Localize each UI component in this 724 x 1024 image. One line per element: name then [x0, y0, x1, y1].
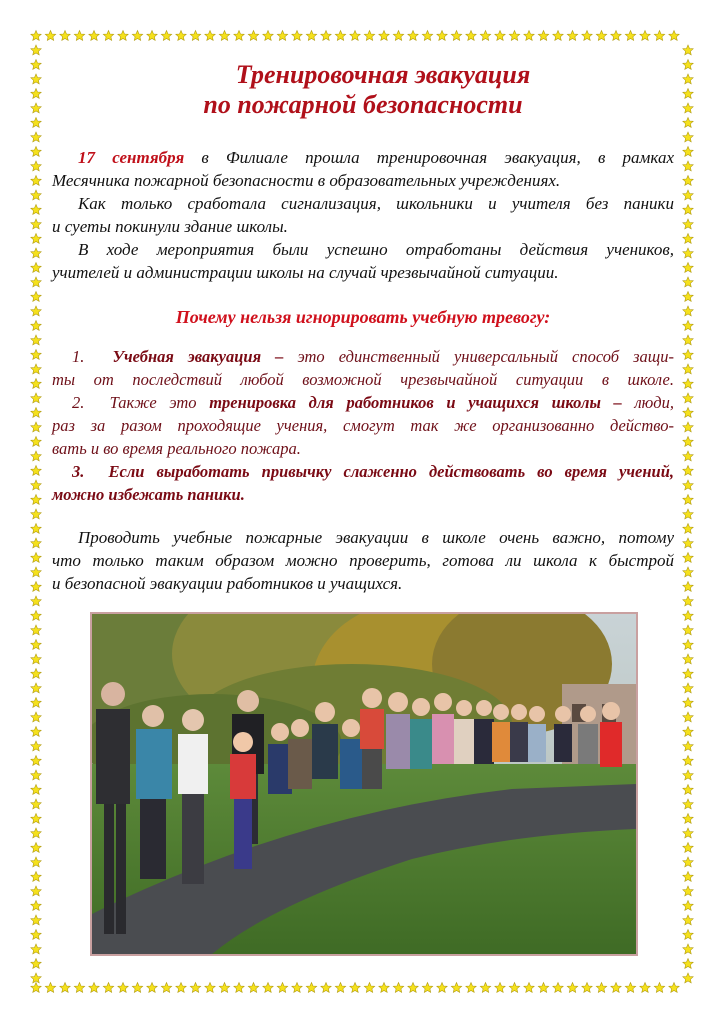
star-icon: [31, 118, 41, 128]
star-icon: [176, 983, 186, 993]
star-icon: [683, 596, 693, 606]
star-icon: [248, 31, 258, 41]
star-icon: [31, 451, 41, 461]
star-icon: [31, 364, 41, 374]
star-icon: [379, 983, 389, 993]
star-icon: [683, 306, 693, 316]
section-heading: Почему нельзя игнорировать учебную тревогу:: [175, 307, 551, 327]
star-icon: [31, 190, 41, 200]
star-icon: [683, 176, 693, 186]
star-icon: [219, 31, 229, 41]
page-title-line2: по пожарной безопасности: [203, 90, 523, 119]
star-icon: [31, 277, 41, 287]
star-icon: [683, 886, 693, 896]
star-icon: [669, 983, 679, 993]
star-icon: [31, 770, 41, 780]
star-icon: [437, 983, 447, 993]
star-icon: [31, 683, 41, 693]
star-icon: [31, 103, 41, 113]
star-icon: [31, 466, 41, 476]
star-icon: [683, 973, 693, 983]
star-icon: [683, 741, 693, 751]
star-icon: [625, 31, 635, 41]
star-icon: [31, 263, 41, 273]
star-icon: [31, 669, 41, 679]
star-icon: [60, 31, 70, 41]
star-icon: [31, 219, 41, 229]
star-icon: [31, 640, 41, 650]
star-icon: [31, 292, 41, 302]
star-icon: [567, 983, 577, 993]
star-icon: [31, 31, 41, 41]
star-icon: [31, 509, 41, 519]
star-icon: [683, 45, 693, 55]
star-icon: [31, 983, 41, 993]
star-icon: [683, 292, 693, 302]
star-icon: [451, 31, 461, 41]
star-icon: [683, 466, 693, 476]
star-icon: [683, 538, 693, 548]
star-icon: [350, 983, 360, 993]
star-icon: [466, 983, 476, 993]
star-icon: [31, 611, 41, 621]
star-icon: [683, 234, 693, 244]
star-icon: [31, 712, 41, 722]
star-icon: [31, 567, 41, 577]
star-icon: [683, 872, 693, 882]
star-icon: [683, 901, 693, 911]
star-icon: [466, 31, 476, 41]
star-icon: [683, 683, 693, 693]
star-icon: [683, 147, 693, 157]
star-icon: [654, 983, 664, 993]
star-icon: [321, 983, 331, 993]
star-icon: [683, 625, 693, 635]
star-icon: [31, 60, 41, 70]
star-icon: [31, 654, 41, 664]
star-icon: [31, 74, 41, 84]
star-icon: [31, 350, 41, 360]
star-icon: [683, 857, 693, 867]
star-icon: [31, 828, 41, 838]
star-icon: [596, 31, 606, 41]
star-icon: [31, 205, 41, 215]
star-icon: [118, 983, 128, 993]
star-icon: [60, 983, 70, 993]
star-icon: [524, 983, 534, 993]
star-icon: [683, 219, 693, 229]
star-icon: [234, 983, 244, 993]
star-icon: [31, 248, 41, 258]
star-icon: [31, 89, 41, 99]
photo-evacuation-drill-icon: [92, 614, 636, 954]
star-icon: [683, 669, 693, 679]
evacuation-photo: [90, 612, 638, 956]
list-item: 1. Учебная эвакуация – это единственный универсальный способ защи-: [72, 347, 674, 366]
list-item: 2. Также это тренировка для работников и учащихся школы – люди,: [72, 393, 674, 412]
star-icon: [683, 959, 693, 969]
star-icon: [611, 983, 621, 993]
star-icon: [480, 31, 490, 41]
star-icon: [654, 31, 664, 41]
star-icon: [393, 983, 403, 993]
star-icon: [683, 408, 693, 418]
star-icon: [408, 983, 418, 993]
star-icon: [205, 31, 215, 41]
star-icon: [451, 983, 461, 993]
page-title-line1: Тренировочная эвакуация: [235, 60, 531, 89]
star-icon: [683, 480, 693, 490]
star-icon: [683, 422, 693, 432]
star-icon: [625, 983, 635, 993]
star-icon: [147, 31, 157, 41]
star-icon: [31, 756, 41, 766]
star-icon: [132, 983, 142, 993]
star-icon: [118, 31, 128, 41]
star-icon: [422, 31, 432, 41]
star-icon: [31, 625, 41, 635]
star-icon: [408, 31, 418, 41]
star-icon: [89, 31, 99, 41]
star-icon: [683, 335, 693, 345]
star-icon: [364, 983, 374, 993]
list-item: 3. Если выработать привычку слаженно действовать во время учений,: [72, 462, 675, 481]
star-icon: [683, 132, 693, 142]
star-icon: [31, 538, 41, 548]
star-icon: [335, 983, 345, 993]
star-icon: [683, 524, 693, 534]
star-icon: [379, 31, 389, 41]
star-icon: [31, 161, 41, 171]
star-icon: [31, 437, 41, 447]
star-icon: [683, 799, 693, 809]
star-icon: [31, 901, 41, 911]
star-icon: [31, 393, 41, 403]
star-icon: [683, 567, 693, 577]
star-icon: [611, 31, 621, 41]
star-icon: [277, 983, 287, 993]
star-icon: [683, 553, 693, 563]
star-icon: [31, 930, 41, 940]
star-icon: [132, 31, 142, 41]
star-icon: [524, 31, 534, 41]
star-icon: [161, 31, 171, 41]
star-icon: [683, 785, 693, 795]
star-icon: [669, 31, 679, 41]
star-icon: [683, 843, 693, 853]
star-icon: [45, 31, 55, 41]
star-icon: [31, 857, 41, 867]
star-icon: [335, 31, 345, 41]
star-icon: [683, 640, 693, 650]
star-icon: [219, 983, 229, 993]
star-icon: [683, 828, 693, 838]
star-icon: [176, 31, 186, 41]
star-icon: [509, 983, 519, 993]
star-icon: [31, 553, 41, 563]
star-icon: [582, 31, 592, 41]
star-icon: [277, 31, 287, 41]
star-icon: [31, 799, 41, 809]
star-icon: [31, 408, 41, 418]
star-icon: [683, 321, 693, 331]
star-icon: [364, 31, 374, 41]
star-icon: [147, 983, 157, 993]
star-icon: [263, 983, 273, 993]
star-icon: [31, 596, 41, 606]
star-icon: [495, 983, 505, 993]
star-icon: [683, 103, 693, 113]
star-icon: [683, 205, 693, 215]
star-icon: [683, 277, 693, 287]
star-icon: [31, 843, 41, 853]
star-icon: [74, 31, 84, 41]
star-icon: [31, 698, 41, 708]
star-icon: [31, 335, 41, 345]
star-icon: [31, 176, 41, 186]
star-icon: [683, 727, 693, 737]
star-icon: [683, 118, 693, 128]
star-icon: [205, 983, 215, 993]
star-icon: [31, 973, 41, 983]
star-icon: [640, 31, 650, 41]
star-icon: [190, 983, 200, 993]
star-icon: [683, 944, 693, 954]
star-icon: [683, 263, 693, 273]
event-date: 17 сентября: [78, 148, 185, 167]
star-icon: [31, 524, 41, 534]
star-icon: [31, 495, 41, 505]
star-icon: [263, 31, 273, 41]
star-icon: [31, 814, 41, 824]
star-icon: [422, 983, 432, 993]
star-icon: [103, 983, 113, 993]
star-icon: [683, 712, 693, 722]
star-icon: [31, 872, 41, 882]
star-icon: [321, 31, 331, 41]
star-icon: [480, 983, 490, 993]
star-icon: [161, 983, 171, 993]
star-icon: [306, 983, 316, 993]
star-icon: [31, 741, 41, 751]
star-icon: [31, 582, 41, 592]
star-icon: [683, 509, 693, 519]
star-icon: [683, 698, 693, 708]
star-icon: [31, 234, 41, 244]
star-icon: [31, 321, 41, 331]
star-icon: [683, 350, 693, 360]
star-icon: [683, 379, 693, 389]
star-icon: [683, 248, 693, 258]
star-icon: [31, 944, 41, 954]
star-icon: [31, 147, 41, 157]
star-icon: [567, 31, 577, 41]
star-icon: [31, 959, 41, 969]
star-icon: [103, 31, 113, 41]
star-icon: [553, 983, 563, 993]
star-icon: [553, 31, 563, 41]
star-icon: [234, 31, 244, 41]
star-icon: [31, 306, 41, 316]
star-icon: [683, 190, 693, 200]
star-icon: [683, 814, 693, 824]
star-icon: [292, 983, 302, 993]
star-icon: [31, 727, 41, 737]
star-icon: [683, 161, 693, 171]
star-icon: [306, 31, 316, 41]
star-icon: [683, 915, 693, 925]
star-icon: [31, 45, 41, 55]
star-icon: [683, 582, 693, 592]
reasons-list: 1. Учебная эвакуация – это единственный универсальный способ защи- ты от последствий любой возможной чрезвычайной ситуации в школе. 2. Также это тренировка для работников и учащихся школы – люди, раз за разом проходящие учения, смогут так же организованно действо- вать и во время реального пожара. 3. Если выработать привычку слаженно действовать во время учений, можно избежать паники.: [52, 347, 675, 504]
star-icon: [683, 756, 693, 766]
star-icon: [437, 31, 447, 41]
star-icon: [45, 983, 55, 993]
star-icon: [89, 983, 99, 993]
conclusion-paragraph: Проводить учебные пожарные эвакуации в школе очень важно, потому что только таким образом можно проверить, готова ли школа к быстрой и безопасной эвакуации работников и учащихся.: [52, 528, 674, 593]
star-icon: [509, 31, 519, 41]
star-icon: [31, 422, 41, 432]
star-icon: [31, 379, 41, 389]
star-icon: [248, 983, 258, 993]
star-icon: [31, 785, 41, 795]
star-icon: [292, 31, 302, 41]
star-icon: [683, 930, 693, 940]
star-icon: [683, 654, 693, 664]
star-icon: [683, 611, 693, 621]
star-icon: [31, 915, 41, 925]
star-icon: [683, 364, 693, 374]
star-icon: [683, 495, 693, 505]
star-icon: [683, 770, 693, 780]
star-icon: [683, 437, 693, 447]
star-icon: [582, 983, 592, 993]
star-icon: [31, 132, 41, 142]
intro-paragraph: 17 сентября в Филиале прошла тренировочная эвакуация, в рамках Месячника пожарной безопасности в образовательных учреждениях. Как только сработала сигнализация, школьники и учителя без паники и суеты покинули здание школы. В ходе мероприятия были успешно отработаны действия учеников, учителей и администрации школы на случай чрезвычайной ситуации.: [52, 148, 674, 282]
star-icon: [640, 983, 650, 993]
star-icon: [596, 983, 606, 993]
star-icon: [393, 31, 403, 41]
star-icon: [31, 480, 41, 490]
star-icon: [538, 31, 548, 41]
star-icon: [683, 393, 693, 403]
star-icon: [495, 31, 505, 41]
star-icon: [683, 451, 693, 461]
star-icon: [31, 886, 41, 896]
star-icon: [350, 31, 360, 41]
star-icon: [190, 31, 200, 41]
star-icon: [74, 983, 84, 993]
star-icon: [538, 983, 548, 993]
